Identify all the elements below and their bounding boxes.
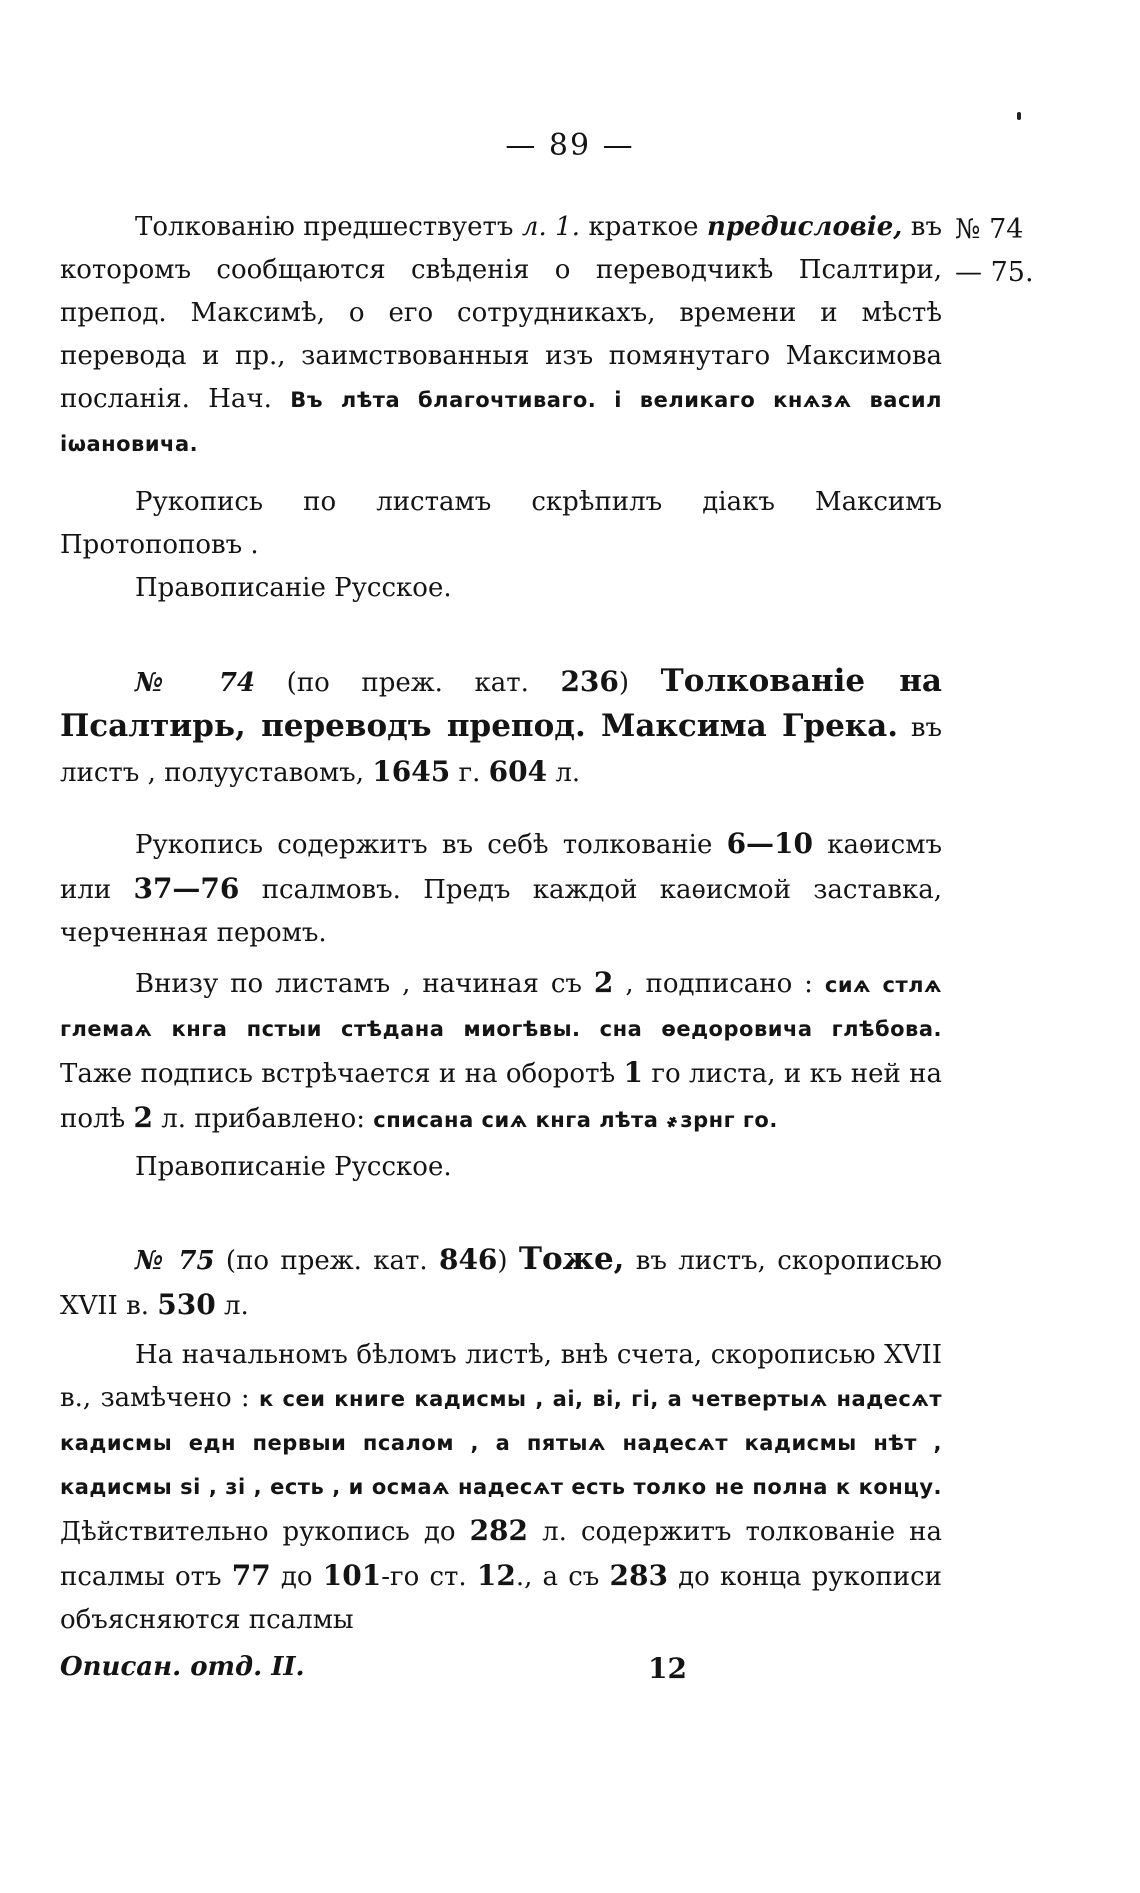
paragraph-contents-75: На начальномъ бѣломъ листѣ, внѣ счета, скорописью XVII в., замѣчено : к сеи книге кадисмы , аі, ві, гі, а четвертыѧ надесѧт кадисмы едн первыи псалом , а пятыѧ надесѧт кадисмы нѣт , кадисмы ѕі , зі , есть , и осмаѧ надесѧт есть толко не полна к концу. Дѣйствительно рукопись до 282 л. содержитъ толкованіе на псалмы отъ 77 до 101-го ст. 12., а съ 283 до конца рукописи объясняются псалмы: [60, 1340, 942, 1635]
signature-mark: 12: [648, 1652, 687, 1685]
paragraph-contents-74: Рукопись содержитъ въ себѣ толкованіе 6—10 каѳисмъ или 37—76 псалмовъ. Предъ каждой каѳисмой заставка, черченная перомъ.: [60, 827, 942, 948]
entry-number: № 74: [135, 668, 256, 698]
page-number: — 89 —: [505, 128, 635, 163]
paragraph-orthography-2: Правописаніе Русское.: [135, 1152, 452, 1182]
paragraph-preface: Толкованію предшествуетъ л. 1. краткое предисловіе, въ которомъ сообщаются свѣденія о переводчикѣ Псалтири, препод. Максимѣ, о его сотрудникахъ, времени и мѣстѣ перевода и пр., заимствованныя изъ помянутаго Максимова посланія. Нач. Въ лѣта благочтиваго. і великаго кнѧзѧ васил іѡановича.: [60, 212, 942, 456]
margin-note-line1: № 74: [955, 214, 1024, 245]
footer-section-label: Описан. отд. II.: [60, 1652, 305, 1682]
church-slavonic-quote: Въ лѣта благочтиваго. і великаго кнѧзѧ васил іѡановича.: [60, 388, 942, 456]
paragraph-orthography-1: Правописаніе Русское.: [135, 573, 452, 603]
church-slavonic-quote: к сеи книге кадисмы , аі, ві, гі, а четвертыѧ надесѧт кадисмы едн первыи псалом , а пятыѧ надесѧт кадисмы нѣт , кадисмы ѕі , зі , есть , и осмаѧ надесѧт есть толко не полна к концу.: [60, 1387, 942, 1499]
entry-title: Тоже,: [518, 1241, 625, 1277]
church-slavonic-quote: списана сиѧ кнга лѣта ҂зрнг го.: [373, 1108, 778, 1132]
margin-note: [955, 208, 1065, 294]
catalog-entry-75: № 75 (по преж. кат. 846) Тоже, въ листъ, скорописью XVII в. 530 л.: [60, 1241, 942, 1321]
ink-speck: [1017, 112, 1021, 120]
paragraph-inscription-74: Внизу по листамъ , начиная съ 2 , подписано : сиѧ стлѧ глемаѧ кнга пстыи стѣдана миогѣвы. сна ѳедоровича глѣбова. Таже подпись встрѣчается и на оборотѣ 1 го листа, и къ ней на полѣ 2 л. прибавлено: списана сиѧ кнга лѣта ҂зрнг го.: [60, 966, 942, 1134]
paragraph-binding-note: Рукопись по листамъ скрѣпилъ діакъ Максимъ Протопоповъ .: [60, 487, 942, 560]
entry-number: № 75: [135, 1246, 215, 1276]
margin-note-line2: — 75.: [955, 257, 1034, 288]
page-footer: [60, 1652, 942, 1692]
entry-title: Толкованіе на Псалтирь, переводъ препод. Максима Грека.: [60, 663, 942, 744]
catalog-entry-74: № 74 (по преж. кат. 236) Толкованіе на Псалтирь, переводъ препод. Максима Грека. въ листъ , полууставомъ, 1645 г. 604 л.: [60, 663, 942, 788]
church-slavonic-quote: сиѧ стлѧ глемаѧ кнга пстыи стѣдана миогѣвы. сна ѳедоровича глѣбова.: [60, 973, 942, 1041]
